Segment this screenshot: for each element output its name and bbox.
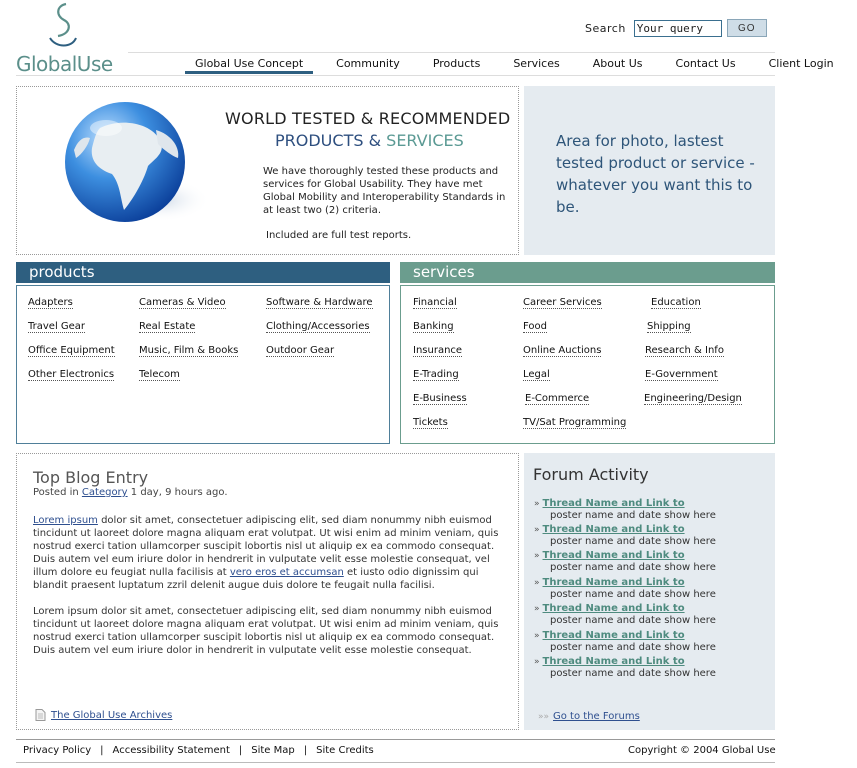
forum-thread-meta: poster name and date show here xyxy=(550,536,716,547)
archives-link[interactable]: The Global Use Archives xyxy=(51,709,173,721)
service-link-tickets[interactable]: Tickets xyxy=(413,417,448,428)
forum-thread-link[interactable]: Thread Name and Link to xyxy=(542,603,685,614)
product-link-real-estate[interactable]: Real Estate xyxy=(139,321,196,332)
main-nav xyxy=(185,57,857,74)
footer-link-accessibility-statement[interactable]: Accessibility Statement xyxy=(112,745,230,756)
service-link-e-business[interactable]: E-Business xyxy=(413,393,467,404)
blog-paragraph-2: Lorem ipsum dolor sit amet, consectetuer adipiscing elit, sed diam nonummy nibh euismod tincidunt ut laoreet dolore magna aliquam erat volutpat. Ut wisi enim ad minim veniam, quis nostrud exerci tation ullamcorper suscipit lobortis nisl ut aliquip ex ea commodo consequat. Duis autem vel eum iriure dolor in hendrerit in vulputate velit esse molestie consequat. xyxy=(33,606,499,656)
products-links-panel xyxy=(16,285,390,444)
service-link-education[interactable]: Education xyxy=(651,297,701,308)
footer-divider-top xyxy=(16,739,775,740)
forum-thread-link[interactable]: Thread Name and Link to xyxy=(542,577,685,588)
forum-thread-meta: poster name and date show here xyxy=(550,668,716,679)
forum-thread-link[interactable]: Thread Name and Link to xyxy=(542,498,685,509)
nav-item-global-use-concept[interactable]: Global Use Concept xyxy=(185,57,313,74)
service-link-legal[interactable]: Legal xyxy=(523,369,550,380)
hero-included-text: Included are full test reports. xyxy=(266,230,412,241)
forum-goto xyxy=(538,711,640,722)
footer-separator: | xyxy=(238,745,243,756)
product-link-outdoor-gear[interactable]: Outdoor Gear xyxy=(266,345,335,356)
blog-panel xyxy=(16,453,519,730)
service-link-engineering-design[interactable]: Engineering/Design xyxy=(644,393,742,404)
hero-subtitle xyxy=(275,131,464,150)
hero-subtitle-services: SERVICES xyxy=(386,131,464,150)
blog-title: Top Blog Entry xyxy=(33,468,149,487)
forum-thread-meta: poster name and date show here xyxy=(550,642,716,653)
service-link-e-commerce[interactable]: E-Commerce xyxy=(525,393,590,404)
blog-meta xyxy=(33,487,228,498)
blog-paragraph-1-text-a: dolor sit amet, consectetuer adipiscing elit, sed diam nonummy nibh euismod tincidunt ut laoreet dolore magna aliquam erat volutpat. Ut wisi enim ad minim veniam, quis nostrud exerci tation ullamcorper suscipit lobortis nisl ut aliquip ex ea commodo consequat. Duis autem vel eum iriure dolor in hendrerit in vulputate velit esse molestie consequat, vel illum dolore eu feugiat nulla facilisis at xyxy=(33,515,499,578)
forum-panel xyxy=(524,453,775,730)
logo-swirl-icon xyxy=(48,2,78,48)
photo-placeholder xyxy=(524,86,775,255)
service-link-shipping[interactable]: Shipping xyxy=(647,321,691,332)
blog-meta-suffix: 1 day, 9 hours ago. xyxy=(130,487,228,498)
blog-inline-link-vero[interactable]: vero eros et accumsan xyxy=(229,567,344,578)
footer-separator: | xyxy=(100,745,104,756)
hero-panel xyxy=(16,86,519,255)
forum-thread-link[interactable]: Thread Name and Link to xyxy=(542,630,685,641)
footer-link-privacy-policy[interactable]: Privacy Policy xyxy=(23,745,92,756)
product-link-music-film-books[interactable]: Music, Film & Books xyxy=(139,345,239,356)
hero-title: WORLD TESTED & RECOMMENDED xyxy=(225,109,511,128)
bullet-icon: » xyxy=(534,657,540,667)
forum-item xyxy=(534,628,769,654)
forum-thread-meta: poster name and date show here xyxy=(550,615,716,626)
forum-item xyxy=(534,575,769,601)
bullet-icon: » xyxy=(534,525,540,535)
blog-inline-link-lorem[interactable]: Lorem ipsum xyxy=(33,515,98,526)
nav-divider-bottom xyxy=(16,75,775,76)
forum-thread-meta: poster name and date show here xyxy=(550,562,716,573)
nav-item-services[interactable]: Services xyxy=(513,57,560,70)
forum-item xyxy=(534,654,769,680)
forum-item xyxy=(534,601,769,627)
go-to-forums-link[interactable]: Go to the Forums xyxy=(553,711,640,722)
blog-category-link[interactable]: Category xyxy=(81,487,128,498)
service-link-online-auctions[interactable]: Online Auctions xyxy=(523,345,602,356)
copyright-text: Copyright © 2004 Global Use xyxy=(628,745,776,756)
document-icon xyxy=(35,709,46,721)
forum-thread-meta: poster name and date show here xyxy=(550,589,716,600)
service-link-tv-sat-programming[interactable]: TV/Sat Programming xyxy=(523,417,627,428)
products-heading: products xyxy=(16,262,390,283)
bullet-icon: » xyxy=(534,604,540,614)
footer-link-site-credits[interactable]: Site Credits xyxy=(316,745,374,756)
product-link-software-hardware[interactable]: Software & Hardware xyxy=(266,297,373,308)
hero-subtitle-products: PRODUCTS xyxy=(275,131,364,150)
service-link-financial[interactable]: Financial xyxy=(413,297,457,308)
product-link-other-electronics[interactable]: Other Electronics xyxy=(28,369,115,380)
hero-subtitle-amp: & xyxy=(363,131,387,150)
forum-item xyxy=(534,548,769,574)
logo-text: GlobalUse xyxy=(16,52,113,76)
service-link-food[interactable]: Food xyxy=(523,321,547,332)
nav-divider-top xyxy=(128,52,775,53)
forum-thread-link[interactable]: Thread Name and Link to xyxy=(542,524,685,535)
service-link-insurance[interactable]: Insurance xyxy=(413,345,463,356)
search-input[interactable] xyxy=(634,20,722,37)
bullet-icon: » xyxy=(534,631,540,641)
double-chevron-right-icon: »» xyxy=(538,711,550,722)
product-link-cameras-video[interactable]: Cameras & Video xyxy=(139,297,226,308)
search-form xyxy=(585,18,767,38)
product-link-adapters[interactable]: Adapters xyxy=(28,297,73,308)
search-button[interactable]: GO xyxy=(727,19,767,37)
services-links-panel xyxy=(400,285,775,444)
nav-item-community[interactable]: Community xyxy=(336,57,400,70)
blog-meta-prefix: Posted in xyxy=(33,487,79,498)
product-link-clothing-accessories[interactable]: Clothing/Accessories xyxy=(266,321,370,332)
blog-archives xyxy=(35,709,172,721)
product-link-telecom[interactable]: Telecom xyxy=(139,369,180,380)
service-link-research-info[interactable]: Research & Info xyxy=(645,345,724,356)
nav-item-contact-us[interactable]: Contact Us xyxy=(675,57,736,70)
hero-body-text: We have thoroughly tested these products and services for Global Usability. They have met Global Mobility and Interoperability Standards in at least two (2) criteria. xyxy=(263,166,506,216)
forum-thread-meta: poster name and date show here xyxy=(550,510,716,521)
footer-divider-bottom xyxy=(16,762,775,763)
blog-paragraph-1-text-b: et iusto odio dignissim qui blandit praesent luptatum zzril delenit augue duis dolore te feugait nulla facilisi. xyxy=(33,567,479,591)
forum-item xyxy=(534,522,769,548)
service-link-banking[interactable]: Banking xyxy=(413,321,454,332)
nav-item-products[interactable]: Products xyxy=(432,57,481,70)
product-link-office-equipment[interactable]: Office Equipment xyxy=(28,345,115,356)
service-link-career-services[interactable]: Career Services xyxy=(523,297,602,308)
footer-link-site-map[interactable]: Site Map xyxy=(251,745,295,756)
search-label: Search xyxy=(585,21,626,35)
service-link-e-trading[interactable]: E-Trading xyxy=(413,369,459,380)
nav-item-about-us[interactable]: About Us xyxy=(592,57,643,70)
bullet-icon: » xyxy=(534,578,540,588)
forum-thread-link[interactable]: Thread Name and Link to xyxy=(542,550,685,561)
bullet-icon: » xyxy=(534,551,540,561)
service-link-e-government[interactable]: E-Government xyxy=(645,369,718,380)
bullet-icon: » xyxy=(534,499,540,509)
globe-icon xyxy=(60,100,210,228)
blog-paragraph-1 xyxy=(33,514,503,592)
logo[interactable] xyxy=(16,2,126,74)
services-heading: services xyxy=(400,262,775,283)
forum-title: Forum Activity xyxy=(533,465,649,484)
photo-placeholder-text: Area for photo, lastest tested product or service - whatever you want this to be. xyxy=(556,132,755,216)
nav-item-client-login[interactable]: Client Login xyxy=(768,57,834,70)
product-link-travel-gear[interactable]: Travel Gear xyxy=(28,321,86,332)
forum-thread-link[interactable]: Thread Name and Link to xyxy=(542,656,685,667)
footer-links xyxy=(23,745,374,756)
footer-separator: | xyxy=(303,745,308,756)
forum-item xyxy=(534,496,769,522)
